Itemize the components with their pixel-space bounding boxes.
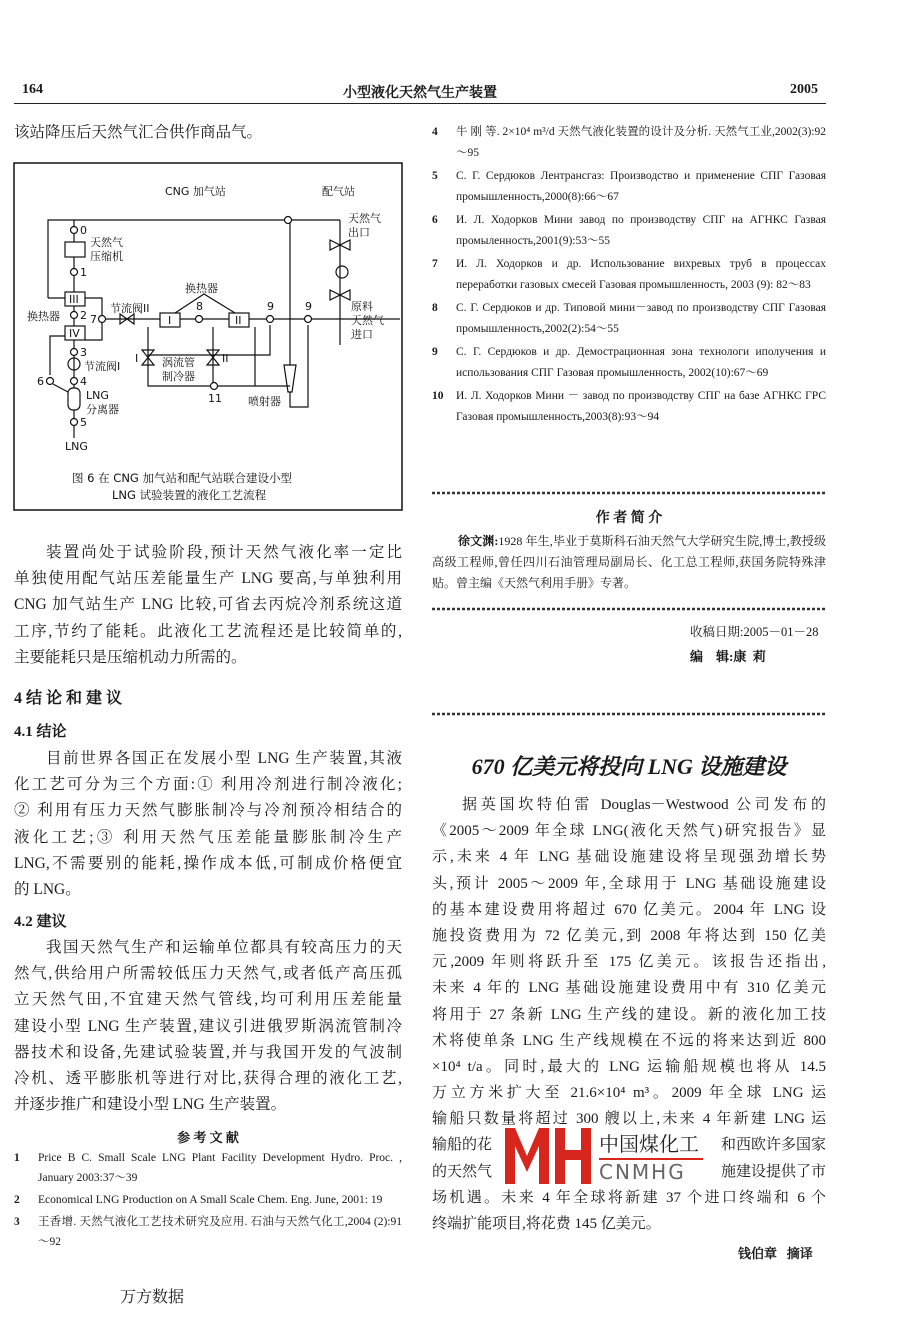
label-heat-exchanger: 换热器 (185, 282, 218, 295)
received-date: 收稿日期:2005－01－28 (690, 625, 819, 639)
text-line: 冷机、透平膨胀机等进行对比,获得合理的液化工艺, (14, 1069, 402, 1087)
reference-item (14, 1148, 402, 1188)
reference-text: 牛 刚 等. 2×10⁴ m³/d 天然气液化装置的设计及分析. 天然气工业,2002(3):92～95 (456, 126, 826, 159)
vortex-label: II (222, 352, 229, 365)
text-line-right-part: 和西欧许多国家 (720, 1137, 826, 1154)
text-line: 目前世界各国正在发展小型 LNG 生产装置,其液 (46, 750, 402, 767)
label-vortex-tube: 制冷器 (162, 370, 195, 383)
editor: 编 辑:康 莉 (690, 649, 766, 664)
reference-text: С. Г. Сердюков и др. Демострационная зона технологи иполучения и использования СПГ Газовая промышленность, 2002(10):67～69 (456, 346, 826, 379)
footer-watermark-text: 万方数据 (120, 1287, 185, 1306)
text-line-right-part: 施建设提供了市 (720, 1163, 826, 1180)
page-number: 164 (22, 82, 43, 97)
paragraph-3 (14, 935, 402, 1118)
reference-text: С. Г. Сердюков и др. Типовой мини－завод по производству СПГ Газовая промышленность,2002(2):54～55 (456, 302, 826, 335)
reference-item (432, 386, 826, 428)
wavy-divider (432, 490, 826, 496)
reference-number: 5 (432, 170, 438, 182)
text-line: 液化工艺;③ 利用天然气压差能量膨胀制冷生产 (14, 828, 402, 846)
text-line: 万立方米扩大至 21.6×10⁴ m³。2009 年全球 LNG 运 (432, 1085, 826, 1102)
reference-number: 10 (432, 390, 444, 402)
label-feed-gas: 进口 (351, 328, 373, 341)
text-line: 的基本建设费用将超过 670 亿美元。2004 年 LNG 设 (432, 901, 826, 918)
label-cng-station: CNG 加气站 (165, 185, 226, 198)
translator: 钱伯章 摘译 (738, 1246, 813, 1261)
text-line-left-part: 输船的花 (432, 1137, 493, 1154)
text-line: 头,预计 2005～2009 年,全球用于 LNG 基础设施建设 (432, 875, 826, 892)
reference-number: 6 (432, 214, 438, 226)
reference-number: 4 (432, 126, 438, 138)
reference-item (432, 298, 826, 340)
text-line: 单独使用配气站压差能量生产 LNG 要高,与单独利用 (14, 570, 402, 588)
reference-item (432, 342, 826, 384)
text-line: 据英国坎特伯雷 Douglas－Westwood 公司发布的 (462, 797, 826, 813)
label-gas-outlet: 出口 (348, 226, 370, 239)
section-heading-4: 4 结 论 和 建 议 (14, 690, 123, 707)
text-line: 我国天然气生产和运输单位都具有较高压力的天 (46, 939, 402, 956)
author-bio-text: 1928 年生,毕业于莫斯科石油天然气大学研究生院,博士,教授级高级工程师,曾任四川石油管理局副局长、化工总工程师,获国务院特殊津贴。曾主编《天然气利用手册》专著。 (432, 534, 826, 590)
label-throttle-valve-2: 节流阀II (110, 302, 150, 315)
intro-line: 该站降压后天然气汇合供作商品气。 (14, 124, 263, 141)
reference-item (14, 1212, 402, 1252)
box-label: II (235, 314, 242, 327)
text-line: 器技术和设备,先建试验装置,并与我国开发的气波制 (14, 1043, 402, 1061)
text-line: 未来 4 年的 LNG 基础设施建设费用中有 310 亿美元 (432, 980, 826, 997)
text-line: CNG 加气站生产 LNG 比较,可省去丙烷冷剂系统这道 (14, 596, 402, 614)
figure-caption: LNG 试验装置的液化工艺流程 (112, 488, 267, 502)
reference-number: 7 (432, 258, 438, 270)
paragraph-1 (14, 540, 402, 671)
node-label: 3 (80, 346, 87, 359)
header-year: 2005 (790, 82, 818, 97)
label-vortex-tube: 涡流管 (162, 356, 195, 369)
text-line: ×10⁴ t/a。同时,最大的 LNG 运输船规模也将从 14.5 (432, 1058, 826, 1075)
text-line: ② 利用有压力天然气膨胀制冷与冷剂预冷相结合的 (14, 802, 402, 820)
node-label: 9 (305, 300, 312, 313)
node-label: 8 (196, 300, 203, 313)
reference-item (432, 210, 826, 252)
reference-text: И. Л. Ходорков Мини － завод по производству СПГ на базе АГНКС ГРС Газовая промышленность,2003(8):93～94 (456, 390, 826, 423)
label-distribution-station: 配气站 (322, 185, 355, 198)
reference-text: 王香增. 天然气液化工艺技术研究及应用. 石油与天然气化工,2004 (2):91～92 (38, 1216, 402, 1248)
reference-text: Economical LNG Production on A Small Scale Chem. Eng. June, 2001: 19 (38, 1194, 383, 1206)
node-label: 1 (80, 266, 87, 279)
reference-number: 3 (14, 1216, 20, 1228)
reference-text: И. Л. Ходорков Мини завод по производству СПГ на АГНКС Газвая промыленность,2001(9):53～55 (456, 214, 826, 247)
section-heading-4-1: 4.1 结论 (14, 724, 67, 740)
text-line: LNG,不需要别的能耗,操作成本低,可制成价格便宜 (14, 854, 402, 872)
wavy-divider (432, 711, 826, 717)
figure-caption: 图 6 在 CNG 加气站和配气站联合建设小型 (72, 471, 292, 485)
text-line: 场机遇。未来 4 年全球将新建 37 个进口终端和 6 个 (432, 1189, 826, 1206)
text-line: 的 LNG。 (14, 880, 81, 898)
text-line: 化工艺可分为三个方面:① 利用冷剂进行制冷液化; (14, 776, 402, 794)
vortex-label: I (135, 352, 139, 365)
text-line: 输船只数量将超过 300 艘以上,未来 4 年新建 LNG 运 (432, 1111, 826, 1128)
reference-text: Price B C. Small Scale LNG Plant Facility Development Hydro. Proc. , January 2003:37～39 (38, 1152, 402, 1184)
mh-logo-icon (505, 1128, 593, 1184)
wavy-divider (432, 606, 826, 612)
text-line-left-part: 的天然气 (432, 1163, 493, 1180)
text-line: 示,未来 4 年 LNG 基础设施建设将呈现强劲增长势 (432, 849, 826, 866)
reference-number: 9 (432, 346, 438, 358)
label-compressor: 天然气 (90, 236, 123, 249)
header-rule (14, 103, 826, 104)
reference-item (432, 254, 826, 296)
node-label: 0 (80, 224, 87, 237)
node-label: 9 (267, 300, 274, 313)
label-lng-out: LNG (65, 440, 88, 453)
text-line: 《2005～2009 年全球 LNG(液化天然气)研究报告》显 (432, 823, 826, 840)
node-label: 11 (208, 392, 222, 405)
reference-item (432, 122, 826, 164)
label-separator: LNG (86, 389, 109, 402)
section-heading-4-2: 4.2 建议 (14, 914, 67, 930)
author-name: 徐文渊: (458, 534, 499, 548)
box-label: IV (69, 327, 80, 340)
text-line: 元,2009 年则将跃升至 175 亿美元。该报告还指出, (432, 954, 826, 971)
label-gas-outlet: 天然气 (348, 212, 381, 225)
text-line: 工序,节约了能耗。此液化工艺流程还是比较简单的, (14, 622, 402, 640)
text-line: 将用于 27 条新 LNG 生产线的建设。新的液化加工技 (432, 1006, 826, 1023)
author-bio (432, 531, 826, 594)
text-line: 主要能耗只是压缩机动力所需的。 (14, 648, 247, 666)
label-feed-gas: 原料 (351, 300, 373, 313)
text-line: 并逐步推广和建设小型 LNG 生产装置。 (14, 1096, 287, 1114)
reference-text: С. Г. Сердюков Лентрансгаз: Производство и применение СПГ Газовая промышленность,2000(8):66～67 (456, 170, 826, 203)
label-separator: 分离器 (86, 403, 119, 416)
references-list-left (14, 1148, 402, 1254)
reference-number: 8 (432, 302, 438, 314)
box-label: I (168, 314, 172, 327)
references-title: 参 考 文 献 (177, 1130, 239, 1145)
box-label: III (69, 293, 79, 306)
process-flow-figure (0, 160, 420, 520)
node-label: 4 (80, 375, 87, 388)
paragraph-2 (14, 746, 402, 903)
text-line: 立天然气田,不宜建天然气管线,均可利用压差能量 (14, 991, 402, 1009)
author-intro-title: 作 者 简 介 (595, 511, 663, 526)
text-line: 建设小型 LNG 生产装置,建议引进俄罗斯涡流管制冷 (14, 1017, 402, 1035)
node-label: 5 (80, 416, 87, 429)
text-line: 装置尚处于试验阶段,预计天然气液化率一定比 (46, 544, 402, 561)
running-title: 小型液化天然气生产装置 (343, 86, 497, 101)
watermark-en: CNMHG (599, 1160, 686, 1184)
reference-item (14, 1190, 402, 1210)
node-label: 7 (90, 313, 97, 326)
text-line: 术将使单条 LNG 生产线规模在不远的将来达到近 800 (432, 1032, 826, 1049)
reference-item (432, 166, 826, 208)
reference-text: И. Л. Ходорков и др. Использование вихревых труб в процессах переработки газовых смесей Газовая промышленность, 2003 (9): 82～83 (456, 258, 826, 291)
references-list-right (432, 122, 826, 430)
news-title: 670 亿美元将投向 LNG 设施建设 (471, 754, 787, 779)
label-ejector: 喷射器 (248, 395, 281, 408)
label-compressor: 压缩机 (90, 250, 123, 263)
label-heat-exchanger: 换热器 (27, 310, 60, 323)
text-line: 然气,供给用户所需较低压力天然气,或者低产高压孤 (14, 965, 402, 983)
reference-number: 1 (14, 1152, 20, 1164)
watermark-cn: 中国煤化工 (599, 1132, 699, 1156)
label-feed-gas: 天然气 (351, 314, 384, 327)
node-label: 2 (80, 309, 87, 322)
text-line: 终端扩能项目,将花费 145 亿美元。 (432, 1216, 661, 1232)
label-throttle-valve-1: 节流阀I (84, 360, 121, 373)
reference-number: 2 (14, 1194, 20, 1206)
node-label: 6 (37, 375, 44, 388)
cnmhg-watermark-logo (503, 1128, 703, 1184)
text-line: 施投资费用为 72 亿美元,到 2008 年将达到 150 亿美 (432, 927, 826, 944)
